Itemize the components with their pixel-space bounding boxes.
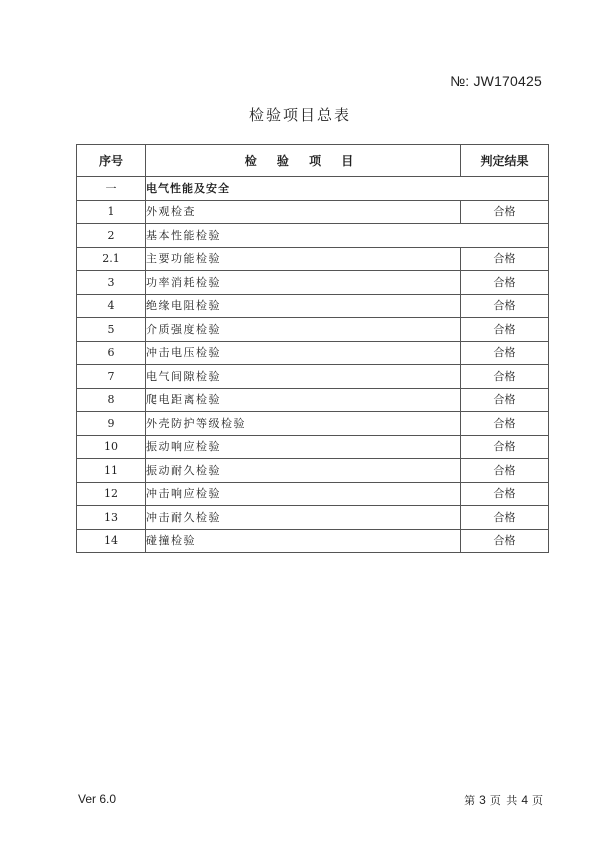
row-number: 12: [77, 482, 146, 506]
table-row: [77, 318, 549, 342]
row-item: 介质强度检验: [146, 318, 461, 342]
row-result: 合格: [461, 318, 549, 342]
row-result: 合格: [461, 294, 549, 318]
table-row: [77, 459, 549, 483]
row-item: 基本性能检验: [146, 224, 549, 248]
table-row: [77, 365, 549, 389]
page-title: 检验项目总表: [248, 106, 351, 124]
column-header-no: 序号: [77, 145, 146, 177]
row-item: 绝缘电阻检验: [146, 294, 461, 318]
row-number: 10: [77, 435, 146, 459]
row-result: 合格: [461, 247, 549, 271]
row-number: 13: [77, 506, 146, 530]
row-item: 冲击响应检验: [146, 482, 461, 506]
row-item: 外壳防护等级检验: [146, 412, 461, 436]
version-label: Ver 6.0: [78, 792, 117, 806]
row-number: 1: [77, 200, 146, 224]
table-row: [77, 529, 549, 553]
row-result: 合格: [461, 412, 549, 436]
row-result: 合格: [461, 365, 549, 389]
section-label: 电气性能及安全: [146, 177, 549, 201]
table-row: [77, 482, 549, 506]
table-header-row: [77, 145, 549, 177]
row-result: 合格: [461, 341, 549, 365]
row-number: 8: [77, 388, 146, 412]
table-row: [77, 294, 549, 318]
row-number: 3: [77, 271, 146, 295]
table-body: [77, 177, 549, 553]
row-number: 7: [77, 365, 146, 389]
row-number: 9: [77, 412, 146, 436]
section-number: 一: [77, 177, 146, 201]
row-number: 2: [77, 224, 146, 248]
page-mid: 页 共: [489, 794, 519, 807]
table-row: [77, 200, 549, 224]
row-item: 电气间隙检验: [146, 365, 461, 389]
row-number: 14: [77, 529, 146, 553]
page-suffix: 页: [532, 794, 544, 807]
row-item: 振动耐久检验: [146, 459, 461, 483]
row-result: 合格: [461, 506, 549, 530]
row-item: 爬电距离检验: [146, 388, 461, 412]
page-total: 4: [521, 793, 529, 807]
table-row: [77, 388, 549, 412]
table-row: [77, 341, 549, 365]
table-row: [77, 435, 549, 459]
section-row: [77, 177, 549, 201]
row-item: 冲击电压检验: [146, 341, 461, 365]
page-indicator: [464, 792, 544, 808]
inspection-summary-table: [76, 144, 549, 553]
row-result: 合格: [461, 200, 549, 224]
row-item: 振动响应检验: [146, 435, 461, 459]
row-result: 合格: [461, 459, 549, 483]
table-row: [77, 412, 549, 436]
page-prefix: 第: [464, 794, 477, 807]
row-number: 4: [77, 294, 146, 318]
table-row: [77, 247, 549, 271]
row-item: 冲击耐久检验: [146, 506, 461, 530]
column-header-item: 检 验 项 目: [146, 145, 461, 177]
row-item: 碰撞检验: [146, 529, 461, 553]
page-current: 3: [479, 793, 487, 807]
table-row: [77, 224, 549, 248]
table-row: [77, 271, 549, 295]
document-number: №: JW170425: [450, 73, 542, 89]
row-item: 外观检查: [146, 200, 461, 224]
row-number: 2.1: [77, 247, 146, 271]
row-number: 11: [77, 459, 146, 483]
row-item: 功率消耗检验: [146, 271, 461, 295]
row-result: 合格: [461, 271, 549, 295]
row-item: 主要功能检验: [146, 247, 461, 271]
column-header-result: 判定结果: [461, 145, 549, 177]
row-number: 6: [77, 341, 146, 365]
row-number: 5: [77, 318, 146, 342]
row-result: 合格: [461, 388, 549, 412]
row-result: 合格: [461, 435, 549, 459]
row-result: 合格: [461, 529, 549, 553]
row-result: 合格: [461, 482, 549, 506]
table-row: [77, 506, 549, 530]
